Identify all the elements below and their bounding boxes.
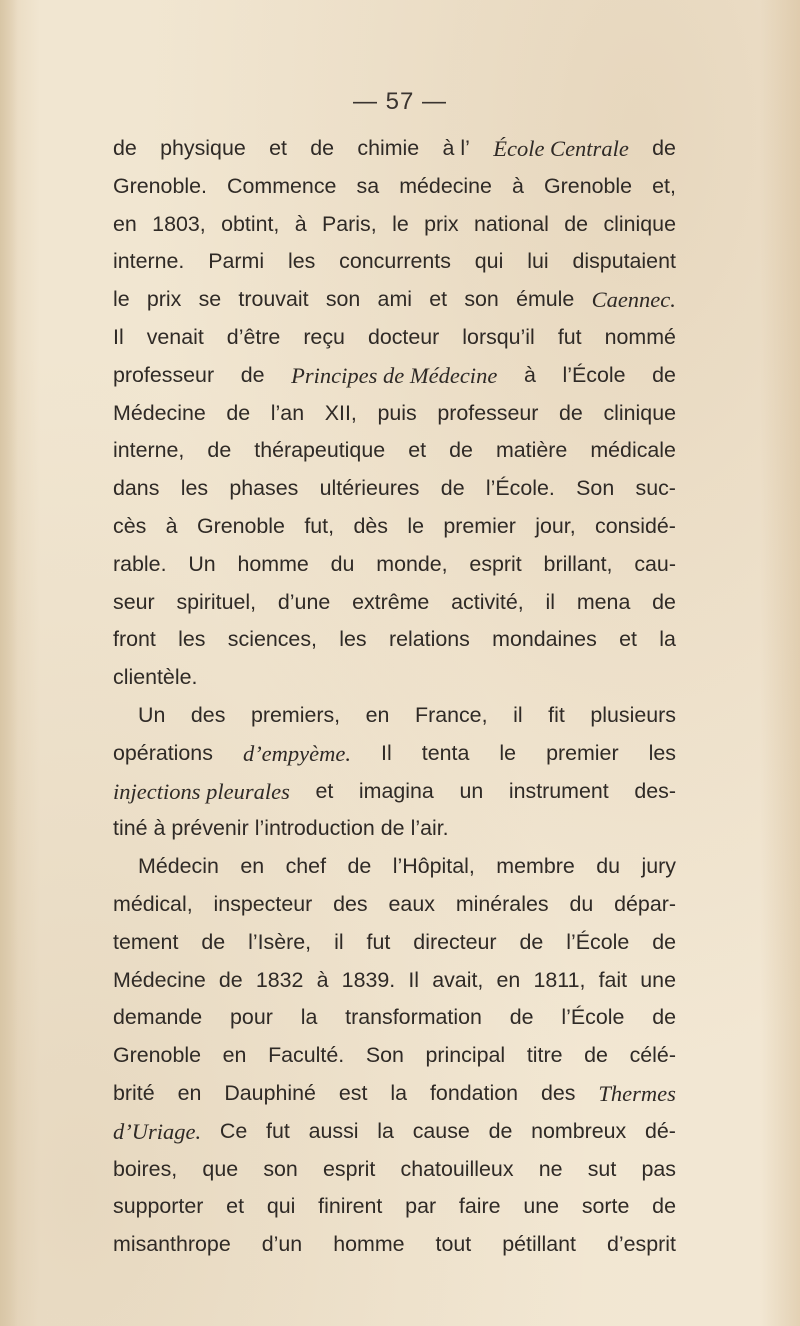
word: pas (641, 1156, 676, 1181)
word: Ce (219, 1118, 248, 1143)
word: interne. (113, 249, 185, 274)
word: mena (576, 589, 631, 614)
word: pétillant (502, 1232, 576, 1257)
word: est (338, 1080, 368, 1105)
word: à (512, 173, 524, 198)
word: reçu (303, 324, 345, 349)
word: interne, (113, 438, 185, 463)
word: en (240, 854, 265, 879)
text-line (113, 546, 676, 584)
word: spirituel, (176, 589, 257, 614)
word: lui (527, 249, 549, 274)
text-line (113, 886, 676, 924)
word: la (300, 1005, 318, 1030)
word: esprit (323, 1156, 376, 1181)
word: en (496, 967, 521, 992)
word: tenta (421, 740, 470, 765)
text-line (113, 735, 676, 773)
text-line (113, 584, 676, 622)
word: l’Isère, (248, 929, 312, 954)
word: concurrents (339, 249, 451, 274)
word: d’esprit (607, 1232, 676, 1257)
text-line (113, 357, 676, 395)
word: et (619, 627, 637, 652)
word: prix (146, 287, 182, 312)
word: de (652, 929, 676, 954)
word: mondaines (492, 627, 597, 652)
word: son (263, 1156, 298, 1181)
word: sut (587, 1156, 617, 1181)
word: 1803, (152, 211, 206, 236)
word: Dauphiné (224, 1080, 316, 1105)
text-line (113, 432, 676, 470)
word: que (202, 1156, 239, 1181)
word: le (392, 211, 409, 236)
word: professeur (437, 400, 539, 425)
word: de (652, 589, 676, 614)
word: des (540, 1080, 576, 1105)
word: transformation (345, 1005, 482, 1030)
text-line (113, 773, 676, 811)
text-line (113, 924, 676, 962)
word: à l’ (442, 136, 470, 160)
text-line (113, 659, 676, 697)
word: tiné (113, 816, 148, 841)
word: qui (474, 249, 504, 274)
word: 1832 (255, 967, 304, 992)
word: et, (652, 173, 676, 198)
word: esprit (469, 551, 522, 576)
word: par (405, 1194, 437, 1219)
word: les (339, 627, 367, 652)
word: qui (266, 1194, 296, 1219)
word: du (596, 854, 620, 879)
word: obtint, (221, 211, 280, 236)
word: de (113, 136, 137, 160)
word: jour, (535, 513, 576, 538)
word: Parmi (208, 249, 265, 274)
word: instrument (508, 778, 609, 803)
word: en (177, 1080, 202, 1105)
word: Il (113, 324, 124, 349)
word: Grenoble (196, 513, 285, 538)
word: inspecteur (213, 891, 313, 916)
word: une (523, 1194, 560, 1219)
word: l’an (270, 400, 305, 425)
word: Faculté. (268, 1043, 345, 1068)
word: des- (634, 778, 676, 803)
word: de (240, 362, 265, 387)
text-line (113, 395, 676, 433)
word: de (218, 967, 243, 992)
word: du (330, 551, 355, 576)
word: de (652, 1005, 676, 1030)
word: prévenir (171, 816, 249, 841)
word: en (222, 1043, 247, 1068)
word: premier (443, 513, 516, 538)
word: de (207, 438, 232, 463)
word: de (652, 362, 676, 387)
word: la (659, 627, 676, 652)
text-line (113, 1113, 676, 1151)
word: Médecine (113, 967, 206, 992)
word: de (201, 929, 226, 954)
word: émule (516, 287, 575, 312)
word: à (523, 362, 536, 387)
italic-word: Principes de Médecine (291, 362, 498, 388)
word: fut (266, 1118, 290, 1143)
word: Grenoble (544, 173, 633, 198)
word: une (640, 967, 676, 992)
text-line (113, 1188, 676, 1226)
word: activité, (451, 589, 524, 614)
text-line (113, 281, 676, 319)
text-line (113, 168, 676, 206)
word: Son (365, 1043, 404, 1068)
word: dépar- (614, 891, 676, 916)
word: les (287, 249, 316, 274)
word: 1839. (341, 967, 396, 992)
word: son (464, 287, 499, 312)
word: dé- (645, 1118, 676, 1143)
text-line (113, 1151, 676, 1189)
text-line (113, 470, 676, 508)
word: rable. (113, 551, 167, 576)
word: l’Hôpital, (392, 854, 475, 879)
word: brité (113, 1080, 155, 1105)
word: chimie (357, 136, 420, 160)
word: l’introduction (254, 816, 375, 841)
word: et (429, 287, 448, 312)
word: membre (496, 854, 575, 879)
word: premiers, (250, 702, 341, 727)
word: finirent (318, 1194, 383, 1219)
word: Il (381, 740, 392, 765)
word: clinique (603, 211, 676, 236)
word: aussi (308, 1118, 359, 1143)
word: l’École. (485, 476, 555, 501)
word: le (499, 740, 517, 765)
word: Médecine (113, 400, 206, 425)
italic-word: École Centrale (493, 136, 629, 161)
word: nombreux (531, 1118, 627, 1143)
word: sciences, (227, 627, 317, 652)
word: ultérieures (319, 476, 420, 501)
word: principal (425, 1043, 506, 1068)
body-text (113, 130, 676, 1264)
word: Il (408, 967, 420, 992)
word: suc- (635, 476, 676, 501)
word: de (584, 1043, 608, 1068)
word: et (408, 438, 427, 463)
text-line (113, 130, 676, 168)
page-edge-shadow (0, 0, 18, 1326)
word: eaux (388, 891, 435, 916)
italic-word: d’empyème. (242, 740, 351, 766)
word: Un (188, 551, 216, 576)
text-line (113, 206, 676, 244)
word: à (294, 211, 307, 236)
word: fondation (429, 1080, 519, 1105)
word: sorte (581, 1194, 630, 1219)
word: plusieurs (590, 702, 676, 727)
word: fait (598, 967, 628, 992)
word: homme (237, 551, 309, 576)
word: opérations (113, 740, 213, 765)
word: premier (546, 740, 619, 765)
text-line (113, 1075, 676, 1113)
word: et (269, 136, 287, 160)
word: les (180, 476, 209, 501)
word: physique (160, 136, 246, 160)
text-line (113, 508, 676, 546)
italic-word: d’Uriage. (113, 1118, 202, 1144)
word: imagina (358, 778, 434, 803)
word: pour (230, 1005, 273, 1030)
word: de (652, 1194, 676, 1219)
text-line (113, 319, 676, 357)
word: phases (229, 476, 299, 501)
word: il (513, 702, 523, 727)
word: boires, (113, 1156, 178, 1181)
word: médicale (590, 438, 676, 463)
word: de (519, 929, 544, 954)
word: tout (435, 1232, 472, 1257)
word: de (488, 1118, 513, 1143)
word: la (377, 1118, 394, 1143)
word: il (545, 589, 556, 614)
text-line (113, 810, 676, 848)
word: disputaient (572, 249, 676, 274)
word: relations (388, 627, 470, 652)
word: dans (113, 476, 160, 501)
word: monde, (376, 551, 448, 576)
word: d’être (226, 324, 281, 349)
word: l’École (566, 929, 630, 954)
word: 1811, (533, 967, 586, 992)
word: l’air. (410, 816, 449, 841)
word: l’École (561, 1005, 625, 1030)
word: de (226, 400, 251, 425)
word: se (198, 287, 222, 312)
word: seur (113, 589, 155, 614)
word: misanthrope (113, 1232, 231, 1257)
word: prix (424, 211, 459, 236)
word: clientèle. (113, 665, 198, 690)
word: avait, (432, 967, 484, 992)
word: son (325, 287, 361, 312)
word: cau- (634, 551, 676, 576)
word: venait (146, 324, 204, 349)
word: cause (412, 1118, 470, 1143)
word: en (113, 211, 137, 236)
word: nommé (604, 324, 676, 349)
word: du (569, 891, 594, 916)
word: de (449, 438, 473, 463)
word: France, (415, 702, 488, 727)
text-line (113, 243, 676, 281)
word: chef (285, 854, 327, 879)
word: à (165, 513, 178, 538)
word: de (440, 476, 465, 501)
word: de (310, 136, 335, 160)
word: chatouilleux (400, 1156, 514, 1181)
word: jury (641, 854, 676, 879)
word: célé- (629, 1043, 676, 1068)
word: les (178, 627, 206, 652)
word: XII, (324, 400, 357, 425)
word: la (390, 1080, 408, 1105)
word: un (459, 778, 484, 803)
word: lorsqu’il (462, 324, 535, 349)
word: homme (333, 1232, 405, 1257)
word: il (334, 929, 344, 954)
word: le (407, 513, 424, 538)
word: puis (377, 400, 417, 425)
word: Grenoble. (113, 173, 207, 198)
word: extrême (352, 589, 430, 614)
text-line (113, 962, 676, 1000)
text-line (113, 1226, 676, 1264)
word: ami (377, 287, 413, 312)
text-line (113, 697, 676, 735)
word: de (380, 816, 405, 841)
word: cès (113, 513, 147, 538)
word: des (190, 702, 226, 727)
word: trouvait (238, 287, 309, 312)
word: fit (548, 702, 565, 727)
word: fut (557, 324, 582, 349)
text-line (113, 621, 676, 659)
word: professeur (113, 362, 215, 387)
word: matière (495, 438, 568, 463)
word: directeur (413, 929, 497, 954)
word: minérales (455, 891, 549, 916)
word: dès (353, 513, 388, 538)
word: d’un (261, 1232, 303, 1257)
word: Commence (227, 173, 337, 198)
text-line (113, 848, 676, 886)
word: de (559, 400, 583, 425)
word: considé- (595, 513, 676, 538)
word: faire (458, 1194, 501, 1219)
italic-word: Thermes (598, 1080, 676, 1106)
italic-word: injections pleurales (113, 778, 290, 804)
word: Un (138, 702, 166, 727)
word: de (509, 1005, 534, 1030)
text-line (113, 1037, 676, 1075)
word: brillant, (543, 551, 613, 576)
word: de (347, 854, 372, 879)
word: docteur (367, 324, 440, 349)
page-number: — 57 — (352, 88, 448, 115)
word: fut (366, 929, 391, 954)
text-line (113, 999, 676, 1037)
italic-word: Caennec. (591, 287, 676, 313)
word: de (564, 211, 589, 236)
word: à (153, 816, 166, 841)
word: en (365, 702, 390, 727)
word: l’École (562, 362, 626, 387)
word: les (648, 740, 676, 765)
word: à (316, 967, 329, 992)
word: et (315, 778, 334, 803)
word: médecine (399, 173, 492, 198)
word: front (113, 627, 156, 652)
word: d’une (277, 589, 331, 614)
word: fut, (304, 513, 335, 538)
word: Grenoble (113, 1043, 201, 1068)
word: demande (113, 1005, 203, 1030)
word: clinique (603, 400, 676, 425)
word: tement (113, 929, 179, 954)
word: des (333, 891, 368, 916)
word: ne (538, 1156, 563, 1181)
word: Son (576, 476, 615, 501)
word: Médecin (138, 854, 219, 879)
word: national (473, 211, 549, 236)
word: et (226, 1194, 245, 1219)
word: médical, (113, 891, 193, 916)
word: Paris, (322, 211, 377, 236)
word: supporter (113, 1194, 204, 1219)
word: le (113, 287, 130, 312)
word: thérapeutique (254, 438, 386, 463)
word: sa (356, 173, 380, 198)
word: titre (526, 1043, 563, 1068)
word: de (652, 136, 676, 160)
